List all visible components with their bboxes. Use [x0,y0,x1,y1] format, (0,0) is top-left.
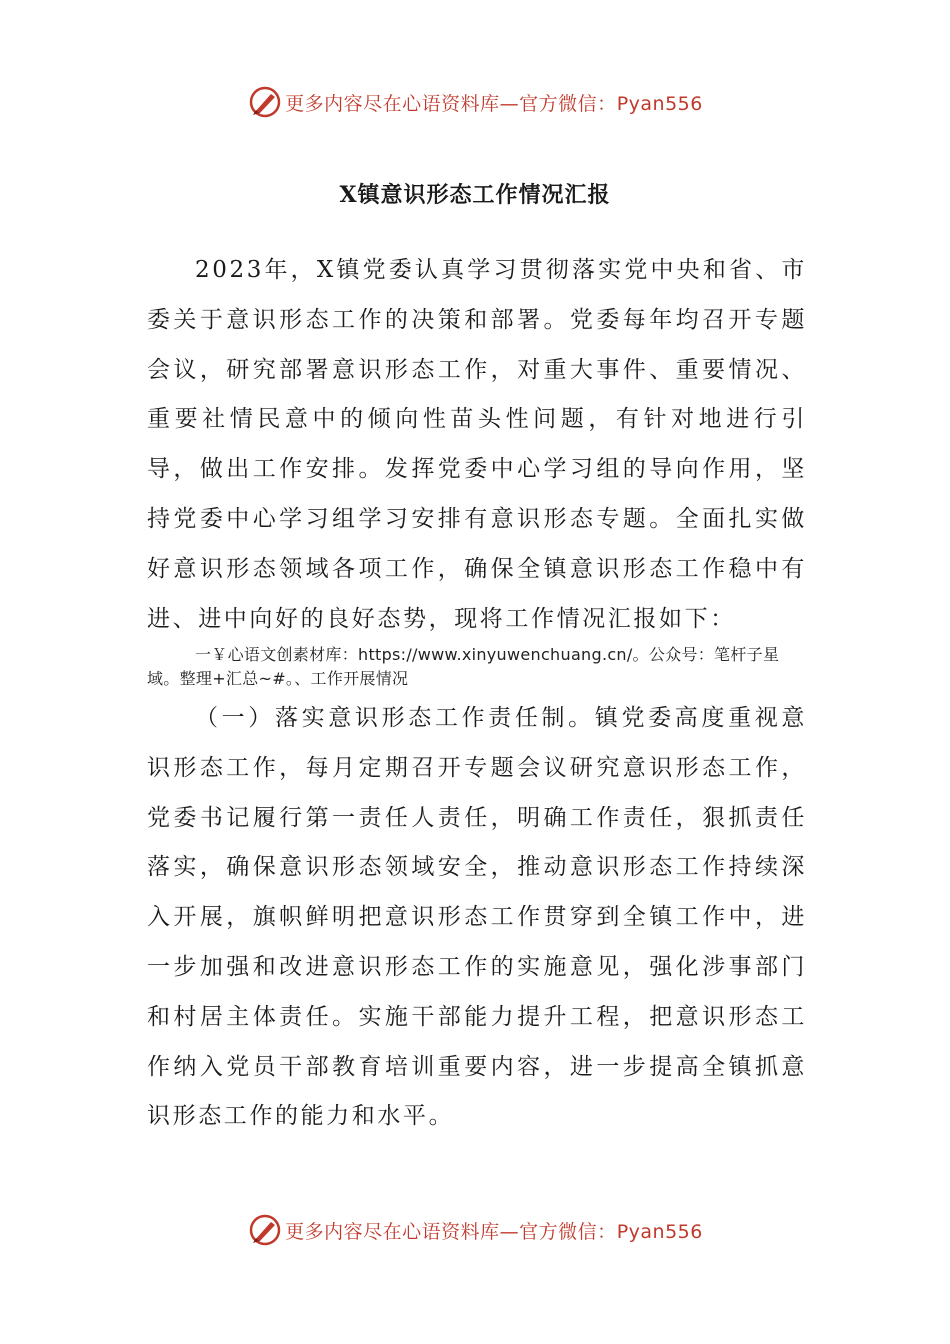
pen-logo-icon [247,1212,283,1248]
watermark-main: 更多内容尽在心语资料库 [285,92,500,115]
watermark-text [285,1217,703,1244]
watermark-footer [0,1210,950,1250]
watermark-text [285,89,703,116]
paragraph-intro: 2023年，X镇党委认真学习贯彻落实党中央和省、市委关于意识形态工作的决策和部署。党委每年均召开专题会议，研究部署意识形态工作，对重大事件、重要情况、重要社情民意中的倾向性苗头性问题，有针对地进行引导，做出工作安排。发挥党委中心学习组的导向作用，坚持党委中心学习组学习安排有意识形态专题。全面扎实做好意识形态领域各项工作，确保全镇意识形态工作稳中有进、进中向好的良好态势，现将工作情况汇报如下： [147,257,807,632]
watermark-contact: —官方微信： [499,92,617,115]
watermark-main: 更多内容尽在心语资料库 [285,1220,500,1243]
watermark-id: Pyan556 [616,1220,703,1243]
watermark-contact: —官方微信： [499,1220,617,1243]
source-note: 一￥心语文创素材库：https://www.xinyuwenchuang.cn/。公众号：笔杆子星域。整理+汇总~#。、工作开展情况 [147,645,780,688]
watermark-id: Pyan556 [616,92,703,115]
watermark-header [0,82,950,122]
paragraph-section-1: （一）落实意识形态工作责任制。镇党委高度重视意识形态工作，每月定期召开专题会议研究意识形态工作，党委书记履行第一责任人责任，明确工作责任，狠抓责任落实，确保意识形态领域安全，推动意识形态工作持续深入开展，旗帜鲜明把意识形态工作贯穿到全镇工作中，进一步加强和改进意识形态工作的实施意见，强化涉事部门和村居主体责任。实施干部能力提升工程，把意识形态工作纳入党员干部教育培训重要内容，进一步提高全镇抓意识形态工作的能力和水平。 [147,705,807,1130]
document-title: X镇意识形态工作情况汇报 [339,182,611,208]
pen-logo-icon [247,84,283,120]
